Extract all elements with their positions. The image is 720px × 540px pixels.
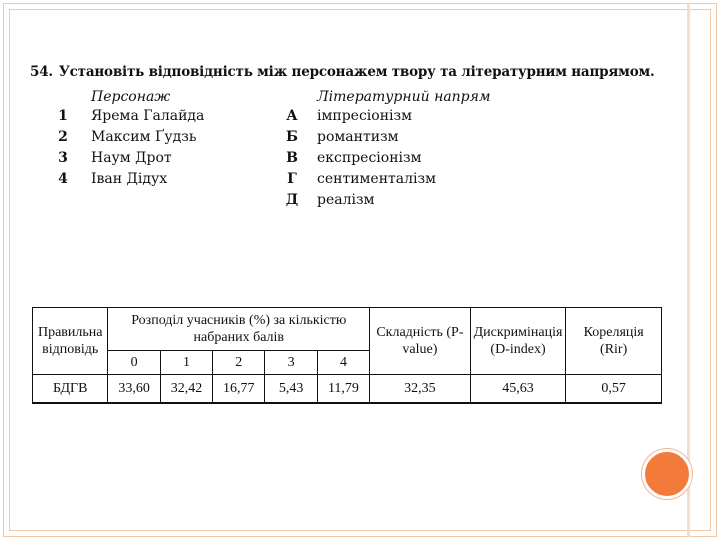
- movement-name: сентименталізм: [317, 171, 437, 187]
- correct-answer-value: БДГВ: [33, 375, 108, 403]
- distribution-value: 16,77: [213, 375, 265, 403]
- correlation-header: Кореляція (Rir): [566, 308, 662, 375]
- difficulty-value: 32,35: [370, 375, 471, 403]
- slide-inner-frame: [9, 9, 711, 531]
- difficulty-header: Складність (P-value): [370, 308, 471, 375]
- character-number: 2: [58, 129, 68, 145]
- movement-name: реалізм: [317, 192, 375, 208]
- character-name: Наум Дрот: [91, 150, 172, 166]
- movement-letter: А: [286, 108, 298, 124]
- question-number: 54.: [30, 64, 53, 80]
- score-label: 0: [108, 351, 160, 375]
- character-number: 3: [58, 150, 68, 166]
- question-text: Установіть відповідність між персонажем твору та літературним напрямом.: [58, 64, 655, 80]
- statistics-table: [32, 307, 662, 404]
- discrimination-value: 45,63: [470, 375, 566, 403]
- score-label: 1: [160, 351, 212, 375]
- movement-letter: Д: [285, 192, 299, 208]
- movement-name: романтизм: [317, 129, 399, 145]
- movements-column-header: Літературний напрям: [317, 89, 491, 105]
- score-label: 2: [213, 351, 265, 375]
- discrimination-header: Дискримінація (D-index): [470, 308, 566, 375]
- slide-accent-bar: [687, 3, 690, 537]
- character-name: Іван Дідух: [91, 171, 168, 187]
- movement-name: імпресіонізм: [317, 108, 413, 124]
- character-name: Максим Ґудзь: [91, 129, 197, 145]
- movement-letter: Б: [286, 129, 298, 145]
- score-label: 4: [317, 351, 369, 375]
- question-title: [30, 64, 655, 80]
- distribution-value: 32,42: [160, 375, 212, 403]
- movement-letter: В: [286, 150, 298, 166]
- correlation-value: 0,57: [566, 375, 662, 403]
- character-number: 1: [58, 108, 68, 124]
- character-number: 4: [58, 171, 68, 187]
- distribution-value: 11,79: [317, 375, 369, 403]
- score-label: 3: [265, 351, 317, 375]
- movement-name: експресіонізм: [317, 150, 422, 166]
- correct-answer-header: Правильна відповідь: [33, 308, 108, 375]
- characters-column-header: Персонаж: [91, 89, 171, 105]
- character-name: Ярема Галайда: [91, 108, 205, 124]
- slide-accent-circle: [642, 449, 692, 499]
- distribution-value: 5,43: [265, 375, 317, 403]
- distribution-value: 33,60: [108, 375, 160, 403]
- movement-letter: Г: [287, 171, 297, 187]
- distribution-header: Розподіл учасників (%) за кількістю набраних балів: [108, 308, 370, 351]
